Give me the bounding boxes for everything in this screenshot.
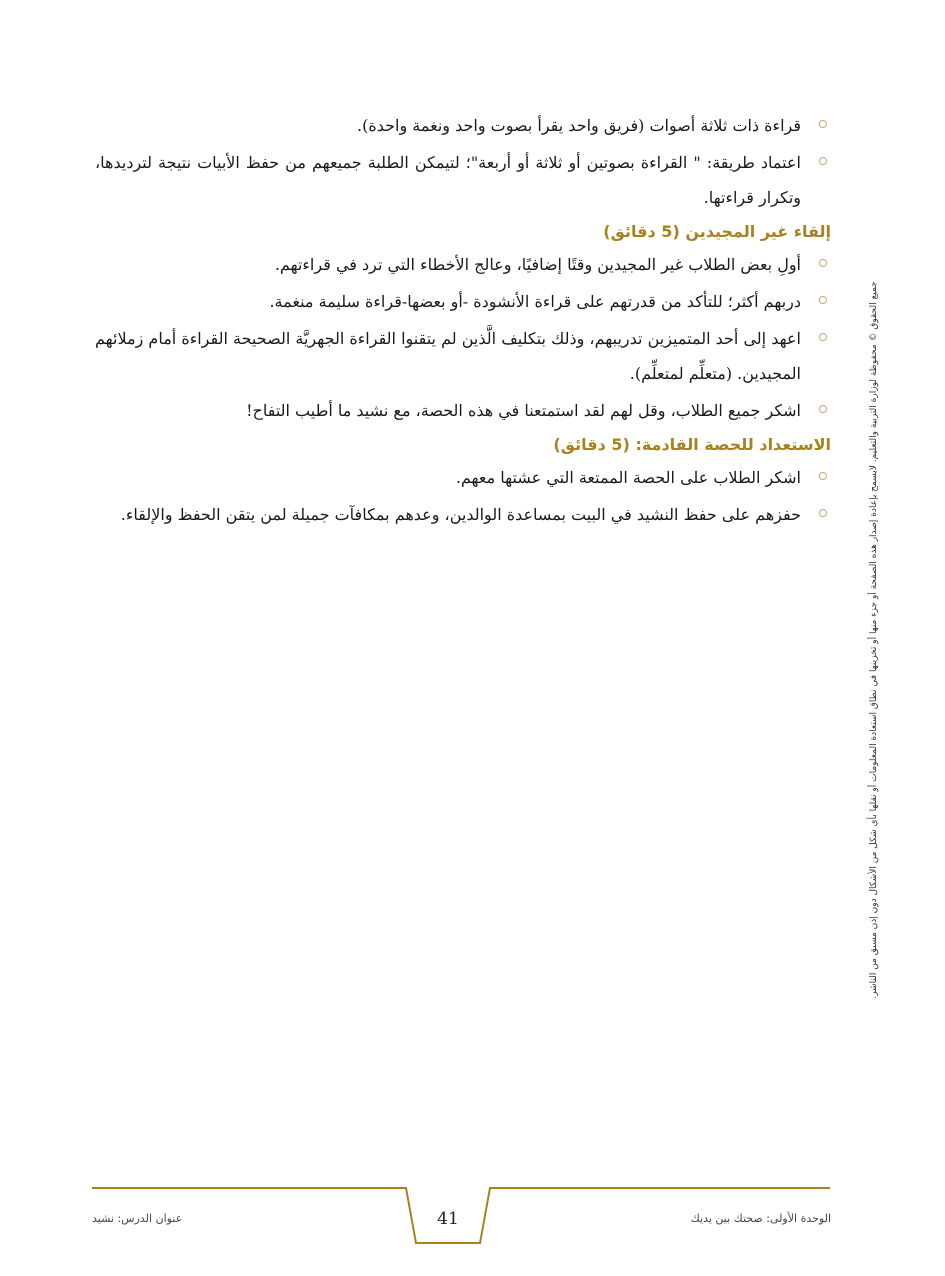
page-number: 41 bbox=[437, 1209, 459, 1229]
section-heading-weak-readers: إلقاء غير المجيدين (5 دقائق) bbox=[603, 222, 831, 241]
list-item-text: اشكر جميع الطلاب، وقل لهم لقد استمتعنا في هذه الحصة، مع نشيد ما أطيب التفاح! bbox=[246, 401, 801, 420]
copyright-side-note: جميع الحقوق © محفوظة لوزارة التربية والتعليم. لايسمح بإعادة إصدار هذه الصفحة أو جزء منها أو تخزينها في نطاق استعادة المعلومات أو نقلها بأي شكل من الأشكال دون إذن مسبق من الناشر. bbox=[869, 281, 879, 999]
footer-unit-label: الوحدة الأولى: صحتك بين يديك bbox=[690, 1212, 831, 1225]
list-item-text: اعهد إلى أحد المتميزين تدريبهم، وذلك بتكليف الَّذين لم يتقنوا القراءة الجهريَّة الصحيحة القراءة أمام زملائهم المجيدين. (متعلِّم لمتعلِّم). bbox=[95, 329, 801, 383]
list-item-text: قراءة ذات ثلاثة أصوات (فريق واحد يقرأ بصوت واحد ونغمة واحدة). bbox=[357, 116, 801, 135]
list-item-text: دربهم أكثر؛ للتأكد من قدرتهم على قراءة الأنشودة -أو بعضها-قراءة سليمة منغمة. bbox=[269, 292, 801, 311]
list-item-text: حفزهم على حفظ النشيد في البيت بمساعدة الوالدين، وعدهم بمكافآت جميلة لمن يتقن الحفظ والإلقاء. bbox=[120, 505, 801, 524]
section-heading-next-lesson: الاستعداد للحصة القادمة: (5 دقائق) bbox=[553, 435, 831, 454]
list-item-text: أولِ بعض الطلاب غير المجيدين وقتًا إضافيًا، وعالج الأخطاء التي ترد في قراءتهم. bbox=[274, 255, 801, 274]
list-item-text: اعتماد طريقة: " القراءة بصوتين أو ثلاثة أو أربعة"؛ لتيمكن الطلبة جميعهم من حفظ الأبيات نتيجة لترديدها، وتكرار قراءتها. bbox=[95, 153, 801, 207]
footer-lesson-label: عنوان الدرس: نشيد bbox=[92, 1212, 183, 1225]
list-item-text: اشكر الطلاب على الحصة الممتعة التي عشتها معهم. bbox=[455, 468, 801, 487]
